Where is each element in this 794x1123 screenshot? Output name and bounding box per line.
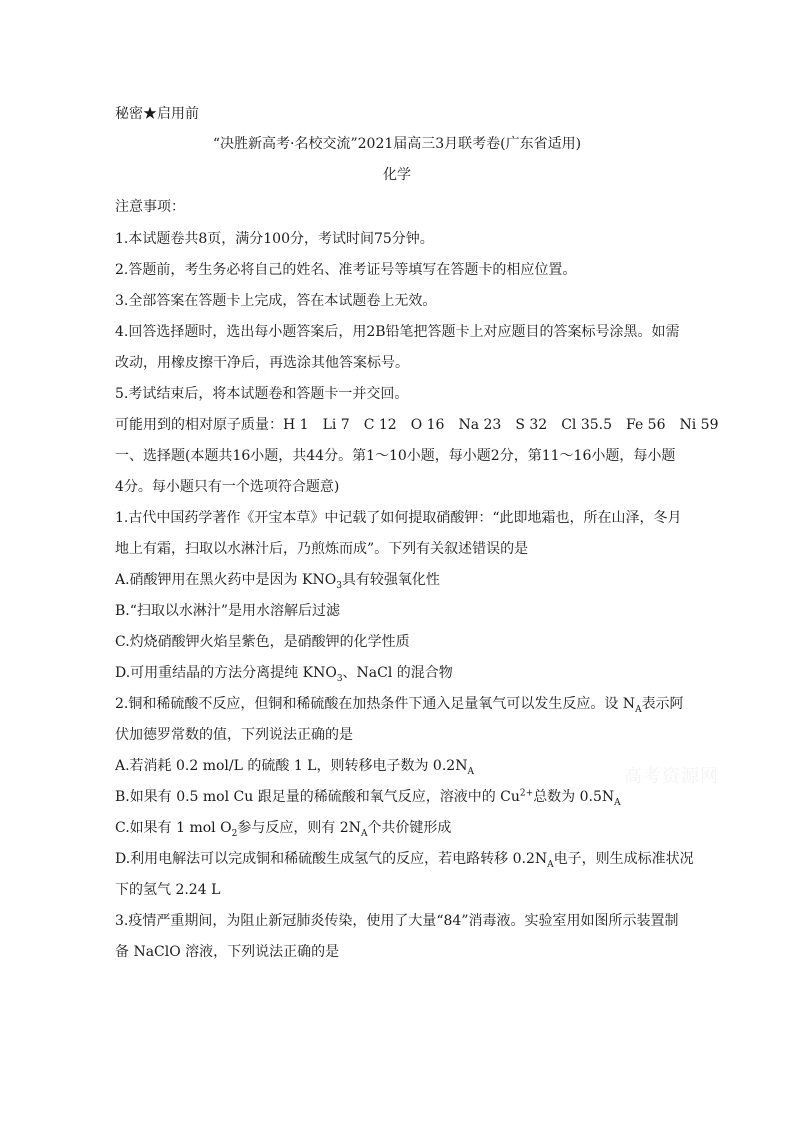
q1-stem-line-2: 地上有霜，扫取以水淋汁后，乃煎炼而成”。下列有关叙述错误的是 [115,541,529,557]
q2-stem-line-2: 伏加德罗常数的值，下列说法正确的是 [115,727,353,743]
atomic-mass-prefix: 可能用到的相对原子质量： [115,417,283,433]
q2-option-a [115,756,474,776]
q3-stem-line-1: 3.疫情严重期间，为阻止新冠肺炎传染，使用了大量“84”消毒液。实验室用如图所示装置制 [115,913,679,929]
q1-option-b: B.“扫取以水淋汁”是用水溶解后过滤 [115,603,341,619]
atomic-mass-item: S 32 [515,417,548,433]
notes-heading: 注意事项： [115,199,185,215]
atomic-mass-item: O 16 [410,417,445,433]
watermark-text: 高考资源网 [624,766,719,787]
q2-option-a-text: A.若消耗 0.2 mol/L 的硫酸 1 L，则转移电子数为 0.2N [115,758,468,774]
q2-option-d-text-end: 电子，则生成标准状况 [553,851,694,867]
q2-stem-text-end: 表示阿 [641,696,684,712]
q1-option-c: C.灼烧硝酸钾火焰呈紫色，是硝酸钾的化学性质 [115,634,410,650]
q1-option-d-subscript: 3 [336,673,343,684]
note-4-line-1: 4.回答选择题时，选出每小题答案后，用2B铅笔把答题卡上对应题目的答案标号涂黑。如需 [115,324,680,340]
q2-stem-subscript: A [635,704,642,715]
exam-title: “决胜新高考·名校交流”2021届高三3月联考卷(广东省适用) [212,136,582,152]
q1-option-a-text-end: 具有较强氧化性 [341,572,440,588]
q2-option-b-text: B.如果有 0.5 mol Cu 跟足量的稀硫酸和氧气反应，溶液中的 Cu [115,789,520,805]
q2-option-d-line-1 [115,849,694,869]
atomic-mass-line [115,415,719,435]
atomic-mass-item: Ni 59 [679,417,719,433]
q2-option-b [115,787,621,807]
q2-option-c-subscript-2: A [360,828,368,839]
atomic-mass-item: C 12 [363,417,397,433]
note-5: 5.考试结束后，将本试题卷和答题卡一并交回。 [115,386,409,402]
q1-option-d-text: D.可用重结晶的方法分离提纯 KNO [115,665,337,681]
q1-stem-line-1: 1.古代中国药学著作《开宝本草》中记载了如何提取硝酸钾：“此即地霜也，所在山泽，冬月 [115,510,682,526]
q2-stem-line-1 [115,694,684,714]
subject-title: 化学 [383,167,411,183]
q2-option-b-superscript: 2+ [519,788,534,799]
q2-option-d-line-2: 下的氢气 2.24 L [115,882,221,898]
atomic-mass-item: H 1 [283,417,309,433]
q2-stem-text: 2.铜和稀硫酸不反应，但铜和稀硫酸在加热条件下通入足量氧气可以发生反应。设 N [115,696,636,712]
secret-label: 秘密★启用前 [115,106,199,122]
q2-option-a-subscript: A [467,766,474,777]
q1-option-a-subscript: 3 [336,580,342,591]
q1-option-a [115,570,440,590]
section-title-line-2: 4分。每小题只有一个选项符合题意) [115,479,340,495]
q2-option-c-text: C.如果有 1 mol O [115,820,232,836]
q2-option-c-text-end: 个共价键形成 [367,820,452,836]
q2-option-c-subscript-1: 2 [231,828,238,839]
q2-option-c-text-mid: 参与反应，则有 2N [237,820,361,836]
section-title-line-1: 一、选择题(本题共16小题，共44分。第1～10小题，每小题2分，第11～16小题，每小题 [115,448,676,464]
q2-option-b-text-mid: 总数为 0.5N [533,789,615,805]
q1-option-d-text-end: 、NaCl 的混合物 [342,665,453,681]
q2-option-c [115,818,451,838]
atomic-mass-item: Cl 35.5 [561,417,612,433]
atomic-mass-item: Na 23 [458,417,502,433]
q2-option-d-subscript: A [547,859,554,870]
note-4-line-2: 改动，用橡皮擦干净后，再选涂其他答案标号。 [115,355,409,371]
q2-option-b-subscript: A [614,797,621,808]
atomic-mass-item: Fe 56 [626,417,666,433]
atomic-mass-item: Li 7 [322,417,350,433]
q3-stem-line-2: 备 NaClO 溶液，下列说法正确的是 [115,944,340,960]
q1-option-a-text: A.硝酸钾用在黑火药中是因为 KNO [115,572,337,588]
note-1: 1.本试题卷共8页，满分100分，考试时间75分钟。 [115,231,434,247]
note-2: 2.答题前，考生务必将自己的姓名、准考证号等填写在答题卡的相应位置。 [115,262,577,278]
note-3: 3.全部答案在答题卡上完成，答在本试题卷上无效。 [115,293,437,309]
q1-option-d [115,663,453,683]
q2-option-d-text: D.利用电解法可以完成铜和稀硫酸生成氢气的反应，若电路转移 0.2N [115,851,548,867]
